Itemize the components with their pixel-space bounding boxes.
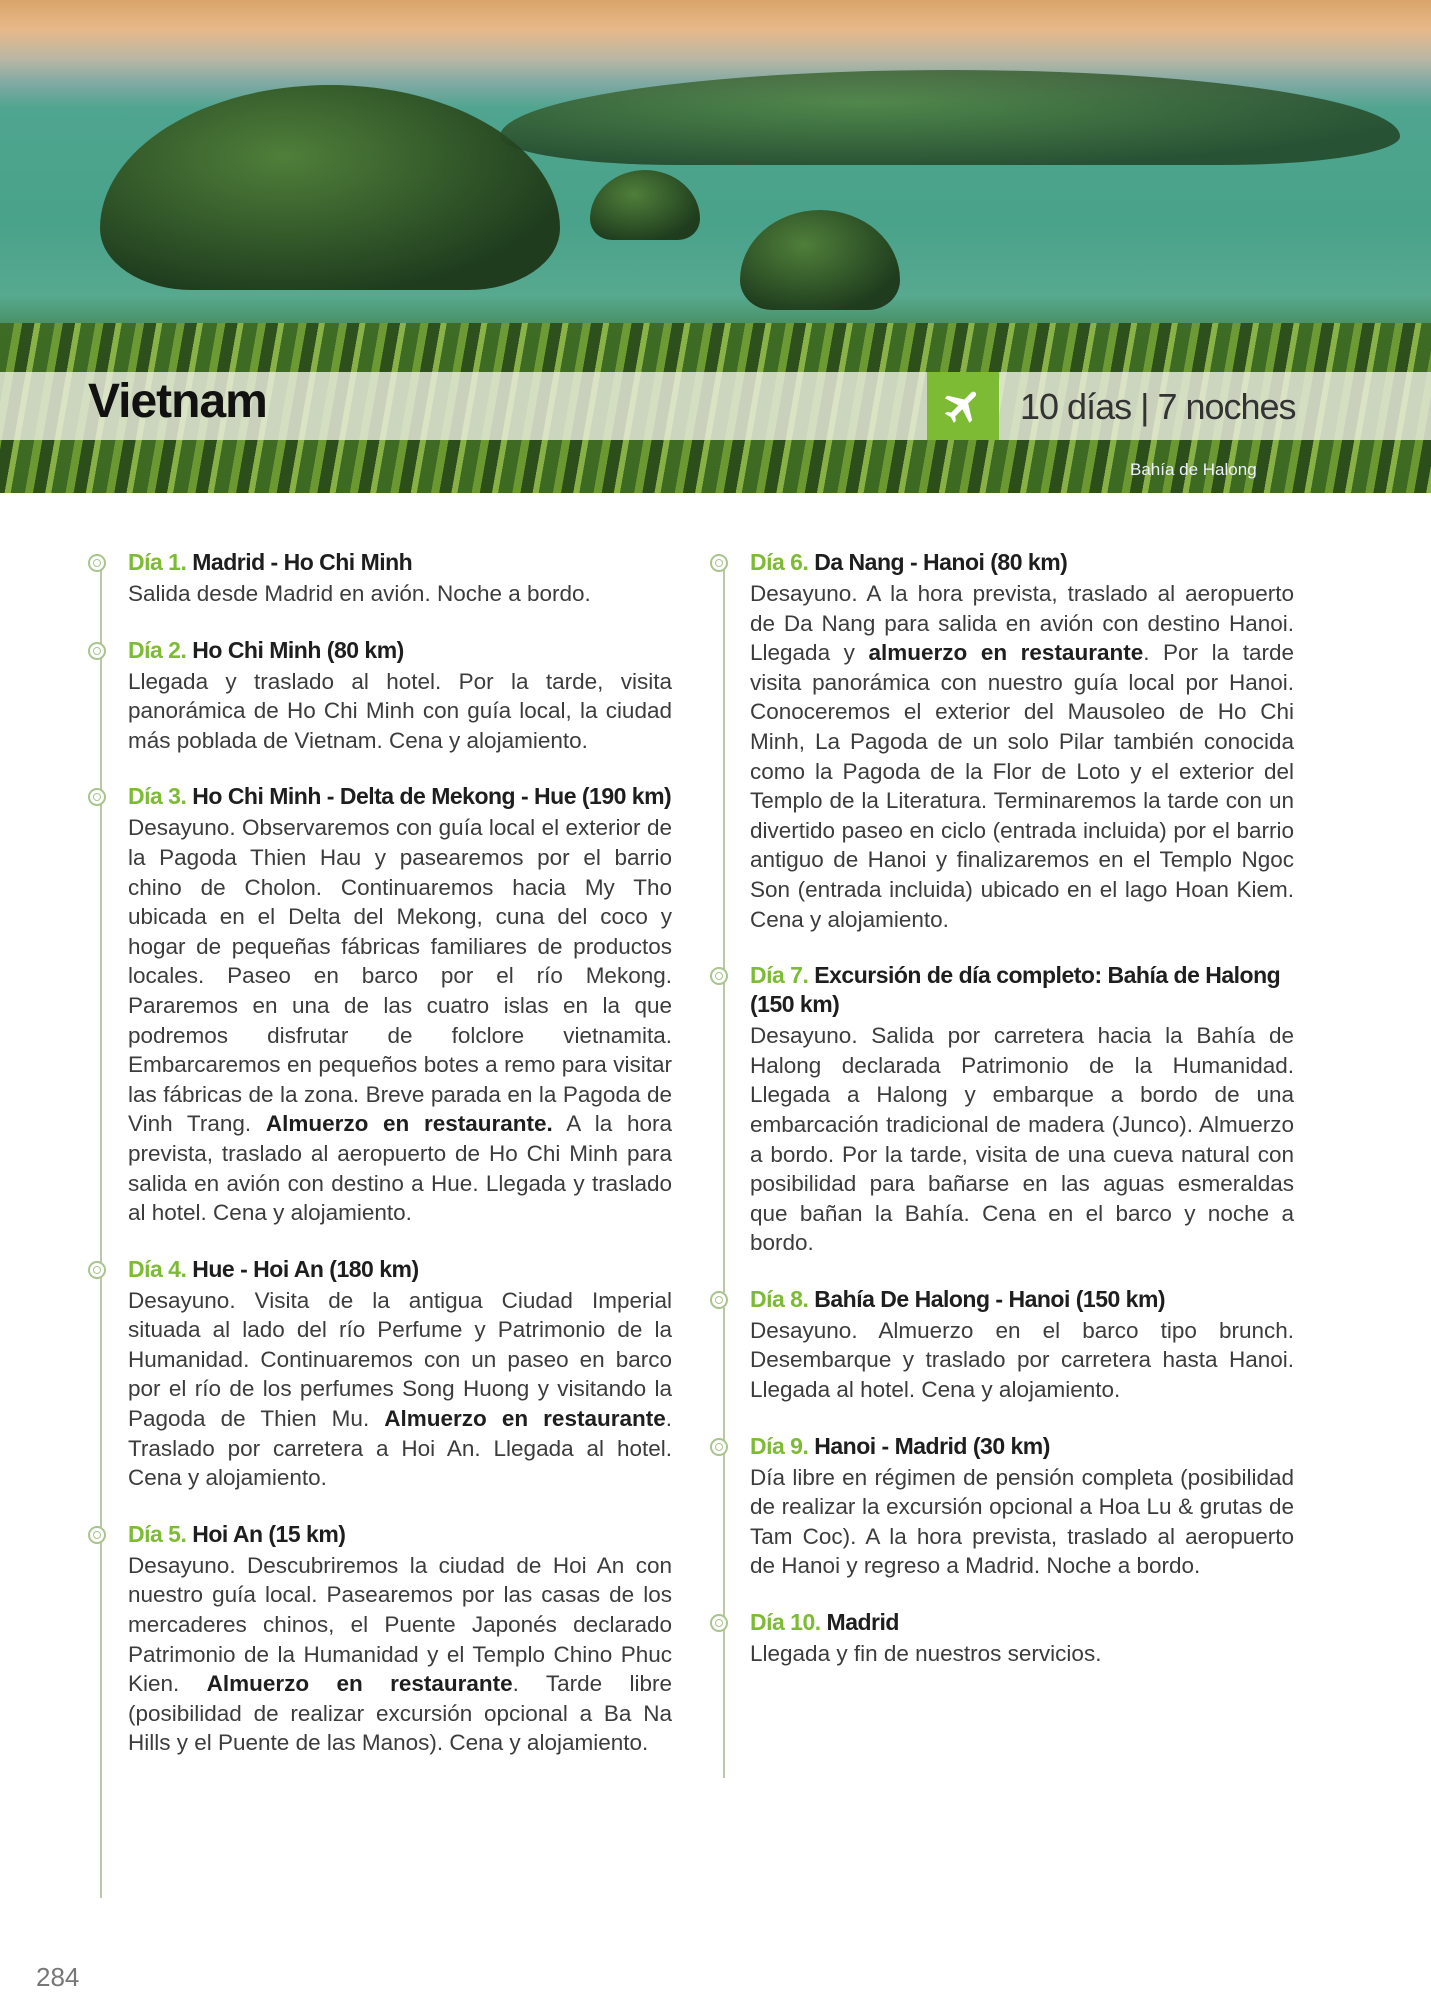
itinerary-right-column	[750, 548, 1294, 1696]
itinerary-day	[750, 1285, 1294, 1405]
timeline-bullet-icon	[88, 788, 106, 806]
description-text: . Por la tarde visita panorámica con nuestro guía local por Hanoi. Conoceremos el exterior del Mausoleo de Ho Chi Minh, La Pagoda de un solo Pilar también conocida como la Pagoda de la Flor de Loto y el exterior del Templo de la Literatura. Terminaremos la tarde con un divertido paseo en ciclo (entrada incluida) por el barrio antiguo de Hanoi y finalizaremos en el Templo Ngoc Son (entrada incluida) ubicado en el lago Hoan Kiem. Cena y alojamiento.	[750, 640, 1294, 932]
day-description	[750, 1463, 1294, 1581]
day-number: Día 4.	[128, 1255, 187, 1282]
day-title: Bahía De Halong - Hanoi (150 km)	[814, 1285, 1166, 1312]
day-title: Ho Chi Minh - Delta de Mekong - Hue (190 km)	[192, 783, 672, 810]
day-description	[750, 1639, 1294, 1669]
day-description	[128, 813, 672, 1227]
day-description	[128, 1286, 672, 1493]
description-text: Día libre en régimen de pensión completa (posibilidad de realizar la excursión opcional a Hoa Lu & grutas de Tam Coc). A la hora prevista, traslado al aeropuerto de Hanoi y regreso a Madrid. Noche a bordo.	[750, 1464, 1294, 1579]
description-text: A la hora prevista, traslado al aeropuerto de Ho Chi Minh para salida en avión con destino a Hue. Llegada y traslado al hotel. Cena y alojamiento.	[128, 1111, 672, 1226]
timeline-bullet-icon	[710, 1438, 728, 1456]
itinerary-day	[750, 1432, 1294, 1581]
day-number: Día 7.	[750, 962, 809, 989]
itinerary-day	[128, 1255, 672, 1493]
description-text: Desayuno. Descubriremos la ciudad de Hoi An con nuestro guía local. Pasearemos por las casas de los mercaderes chinos, el Puente Japonés declarado Patrimonio de la Humanidad y el Templo Chino Phuc Kien.	[128, 1552, 672, 1697]
highlight-text: Almuerzo en restaurante.	[265, 1111, 553, 1137]
day-heading	[750, 1608, 1294, 1637]
timeline-bullet-icon	[710, 1291, 728, 1309]
itinerary-left-column	[128, 548, 672, 1785]
timeline-bullet-icon	[710, 554, 728, 572]
day-heading	[128, 1255, 672, 1284]
page-title: Vietnam	[88, 375, 267, 428]
photo-caption: Bahía de Halong	[1130, 460, 1257, 479]
description-text: Desayuno. A la hora prevista, traslado al aeropuerto de Da Nang para salida en avión con destino Hanoi. Llegada y	[750, 581, 1294, 666]
day-number: Día 1.	[128, 549, 187, 575]
description-text: Desayuno. Observaremos con guía local el exterior de la Pagoda Thien Hau y pasearemos por el barrio chino de Cholon. Continuaremos hacia My Tho ubicada en el Delta del Mekong, cuna del coco y hogar de pequeñas fábricas familiares de productos locales. Paseo en barco por el río Mekong. Pararemos en una de las cuatro islas en la que podremos disfrutar de folclore vietnamita. Embarcaremos en pequeños botes a remo para visitar las fábricas de la zona. Breve parada en la Pagoda de Vinh Trang.	[128, 815, 672, 1137]
island-rock	[590, 170, 700, 240]
day-number: Día 5.	[128, 1520, 187, 1547]
day-description	[128, 1551, 672, 1758]
day-title: Madrid - Ho Chi Minh	[192, 549, 413, 575]
highlight-text: almuerzo en restaurante	[868, 640, 1144, 666]
day-heading	[128, 782, 672, 811]
highlight-text: Almuerzo en restaurante	[206, 1671, 513, 1697]
day-description	[750, 579, 1294, 934]
day-title: Hanoi - Madrid (30 km)	[814, 1432, 1050, 1459]
description-text: . Traslado por carretera a Hoi An. Llegada al hotel. Cena y alojamiento.	[128, 1406, 672, 1491]
day-heading	[128, 1520, 672, 1549]
day-title: Madrid	[826, 1609, 899, 1636]
trip-duration: 10 días | 7 noches	[1020, 386, 1296, 427]
description-text: Desayuno. Almuerzo en el barco tipo brunch. Desembarque y traslado por carretera hasta Hanoi. Llegada al hotel. Cena y alojamiento.	[750, 1317, 1294, 1403]
day-title: Ho Chi Minh (80 km)	[192, 636, 404, 663]
itinerary-day	[128, 548, 672, 609]
description-text: . Tarde libre (posibilidad de realizar excursión opcional a Ba Na Hills y el Puente de las Manos). Cena y alojamiento.	[128, 1671, 672, 1756]
day-number: Día 10.	[750, 1609, 821, 1636]
day-heading	[750, 1432, 1294, 1461]
day-title: Hue - Hoi An (180 km)	[192, 1255, 419, 1282]
description-text: Desayuno. Visita de la antigua Ciudad Imperial situada al lado del río Perfume y Patrimonio de la Humanidad. Continuaremos con un paseo en barco por el río de los perfumes Song Huong y visitando la Pagoda de Thien Mu.	[128, 1287, 672, 1432]
page-number: 284	[36, 1962, 80, 1992]
timeline-line	[100, 568, 102, 1898]
airplane-icon	[927, 372, 999, 440]
day-title: Excursión de día completo: Bahía de Halong (150 km)	[750, 962, 1281, 1018]
day-heading	[750, 961, 1294, 1019]
day-number: Día 8.	[750, 1285, 809, 1312]
timeline-bullet-icon	[710, 967, 728, 985]
itinerary-day	[128, 636, 672, 756]
itinerary-day	[128, 782, 672, 1227]
day-number: Día 3.	[128, 783, 187, 810]
day-description	[128, 579, 672, 609]
description-text: Salida desde Madrid en avión. Noche a bordo.	[128, 581, 591, 606]
day-title: Da Nang - Hanoi (80 km)	[814, 549, 1068, 575]
timeline-line	[723, 568, 725, 1778]
island-rock	[100, 85, 560, 290]
day-description	[750, 1021, 1294, 1258]
island-rock	[500, 70, 1400, 165]
itinerary-day	[128, 1520, 672, 1758]
day-number: Día 2.	[128, 636, 187, 663]
timeline-bullet-icon	[88, 642, 106, 660]
highlight-text: Almuerzo en restaurante	[384, 1406, 666, 1432]
itinerary-day	[750, 548, 1294, 934]
timeline-bullet-icon	[88, 554, 106, 572]
day-heading	[128, 636, 672, 665]
day-description	[750, 1316, 1294, 1405]
timeline-bullet-icon	[88, 1261, 106, 1279]
day-heading	[750, 548, 1294, 577]
day-heading	[750, 1285, 1294, 1314]
itinerary-day	[750, 961, 1294, 1258]
description-text: Desayuno. Salida por carretera hacia la Bahía de Halong declarada Patrimonio de la Humanidad. Llegada a Halong y embarque a bordo de una embarcación tradicional de madera (Junco). Almuerzo a bordo. Por la tarde, visita de una cueva natural con posibilidad para bañarse en las aguas esmeraldas que bañan la Bahía. Cena en el barco y noche a bordo.	[750, 1023, 1294, 1256]
description-text: Llegada y traslado al hotel. Por la tarde, visita panorámica de Ho Chi Minh con guía local, la ciudad más poblada de Vietnam. Cena y alojamiento.	[128, 668, 672, 753]
day-heading	[128, 548, 672, 577]
day-description	[128, 667, 672, 756]
day-number: Día 9.	[750, 1432, 809, 1459]
itinerary-day	[750, 1608, 1294, 1669]
day-title: Hoi An (15 km)	[192, 1520, 346, 1547]
timeline-bullet-icon	[710, 1614, 728, 1632]
day-number: Día 6.	[750, 549, 809, 575]
timeline-bullet-icon	[88, 1526, 106, 1544]
description-text: Llegada y fin de nuestros servicios.	[750, 1641, 1102, 1667]
island-rock	[740, 210, 900, 310]
